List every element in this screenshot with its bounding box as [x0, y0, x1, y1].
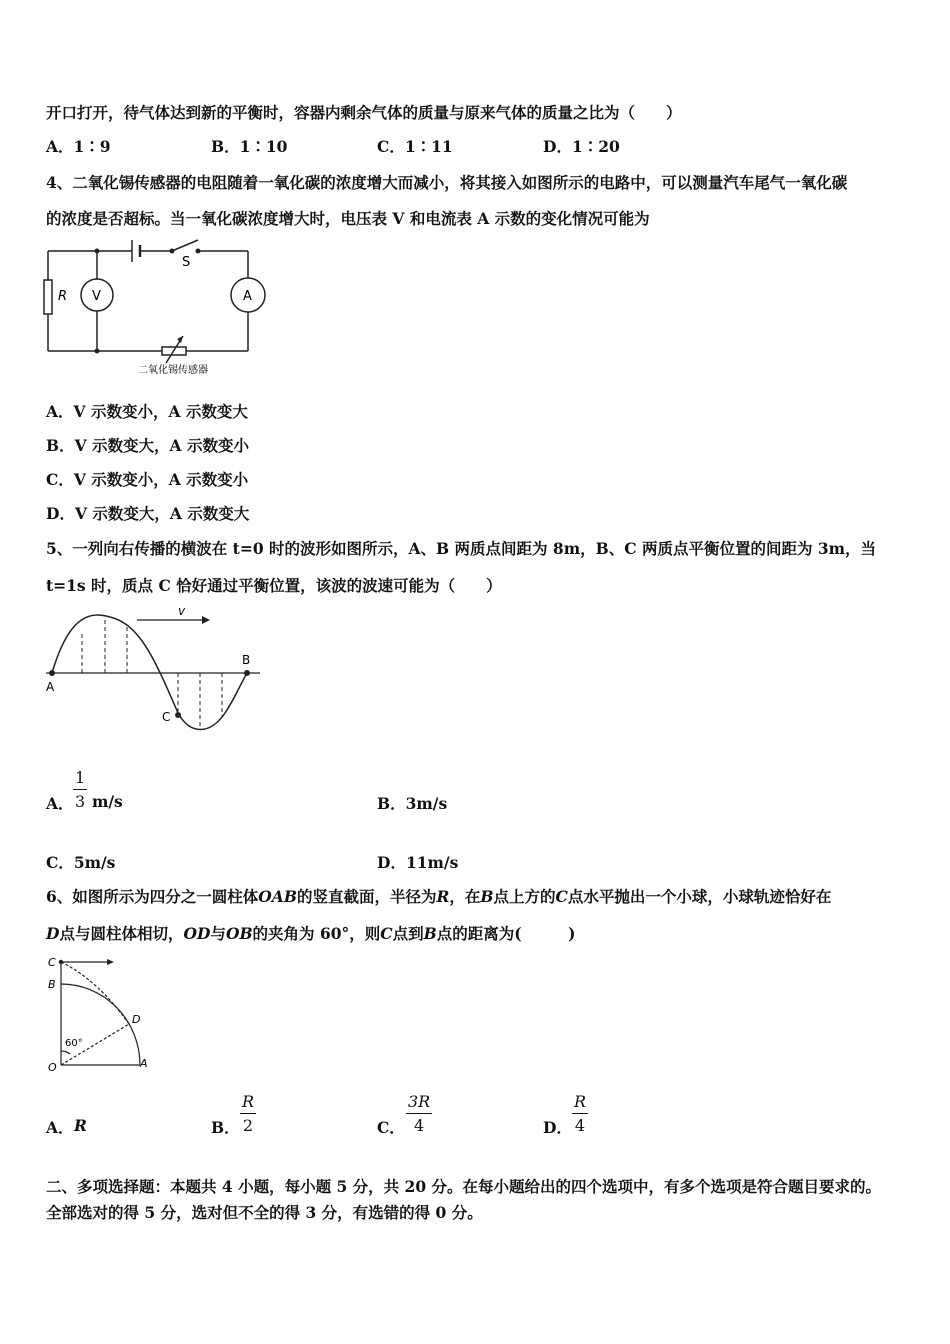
cylinder-diagram: [40, 950, 160, 1080]
voltmeter-label: V: [92, 289, 101, 304]
q5-line1: 5、一列向右传播的横波在 t=0 时的波形如图所示，A、B 两质点间距为 8m，B、C 两质点平衡位置的间距为 3m，当: [46, 539, 877, 558]
resistor-r-label: R: [58, 289, 68, 304]
q5-option-a-unit: m/s: [92, 792, 123, 811]
q6-option-c-fraction: 3R 4: [408, 1092, 431, 1135]
point-o-label: O: [48, 1061, 57, 1074]
q4-option-a: A．V 示数变小，A 示数变大: [46, 402, 248, 421]
circuit-diagram: [40, 236, 280, 381]
q5-option-c: C．5m/s: [46, 853, 116, 872]
q6-option-a-prefix: A．: [46, 1118, 74, 1137]
q5-option-a-prefix: A．: [46, 794, 74, 813]
point-b-label: B: [48, 978, 56, 991]
q3-option-c: C．1∶11: [377, 137, 453, 156]
point-a-label: A: [46, 680, 55, 694]
q5-option-a-denominator: 3: [75, 792, 86, 811]
point-a-label: A: [140, 1057, 148, 1070]
q4-option-b: B．V 示数变大，A 示数变小: [46, 436, 249, 455]
q4-line1: 4、二氧化锡传感器的电阻随着一氧化碳的浓度增大而减小，将其接入如图所示的电路中，可以测量汽车尾气一氧化碳: [46, 173, 848, 192]
switch-label: S: [182, 255, 191, 270]
q5-line2: t=1s 时，质点 C 恰好通过平衡位置，该波的波速可能为（ ）: [46, 576, 502, 595]
q6-option-b-fraction: R 2: [242, 1092, 255, 1135]
point-b-label: B: [242, 653, 251, 667]
q3-option-b: B．1∶10: [211, 137, 288, 156]
q6-option-d-prefix: D．: [543, 1118, 572, 1137]
q4-line2: 的浓度是否超标。当一氧化碳浓度增大时，电压表 V 和电流表 A 示数的变化情况可能为: [46, 209, 650, 228]
point-c-label: C: [48, 956, 56, 969]
q5-option-a-numerator: 1: [75, 768, 86, 787]
point-c-label: C: [162, 710, 171, 724]
q6-option-a-value: R: [74, 1116, 87, 1135]
q5-option-d: D．11m/s: [377, 853, 459, 872]
q5-option-b: B．3m/s: [377, 794, 448, 813]
velocity-label: v: [178, 604, 186, 618]
q3-option-d: D．1∶20: [543, 137, 620, 156]
q4-option-d: D．V 示数变大，A 示数变大: [46, 504, 250, 523]
q3-text: 开口打开，待气体达到新的平衡时，容器内剩余气体的质量与原来气体的质量之比为（ ）: [46, 103, 682, 122]
q6-option-c-prefix: C．: [377, 1118, 405, 1137]
q5-option-a-fraction: [73, 768, 87, 811]
angle-label: 60°: [65, 1038, 83, 1049]
section2-line1: 二、多项选择题：本题共 4 小题，每小题 5 分，共 20 分。在每小题给出的四个选项中，有多个选项是符合题目要求的。: [46, 1177, 882, 1196]
q6-line1: 6、如图所示为四分之一圆柱体OAB的竖直截面，半径为R，在B点上方的C点水平抛出一个小球，小球轨迹恰好在: [46, 887, 832, 906]
wave-diagram: [40, 600, 270, 740]
sensor-label: 二氧化锡传感器: [138, 365, 208, 376]
q6-option-b-prefix: B．: [211, 1118, 240, 1137]
section2-line2: 全部选对的得 5 分，选对但不全的得 3 分，有选错的得 0 分。: [46, 1203, 483, 1222]
point-d-label: D: [132, 1013, 141, 1026]
ammeter-label: A: [243, 289, 252, 304]
q3-option-a: A．1∶9: [46, 137, 111, 156]
q6-line2: D点与圆柱体相切，OD与OB的夹角为 60°，则C点到B点的距离为( ): [46, 924, 576, 943]
q6-option-d-fraction: R 4: [574, 1092, 587, 1135]
q4-option-c: C．V 示数变小，A 示数变小: [46, 470, 249, 489]
